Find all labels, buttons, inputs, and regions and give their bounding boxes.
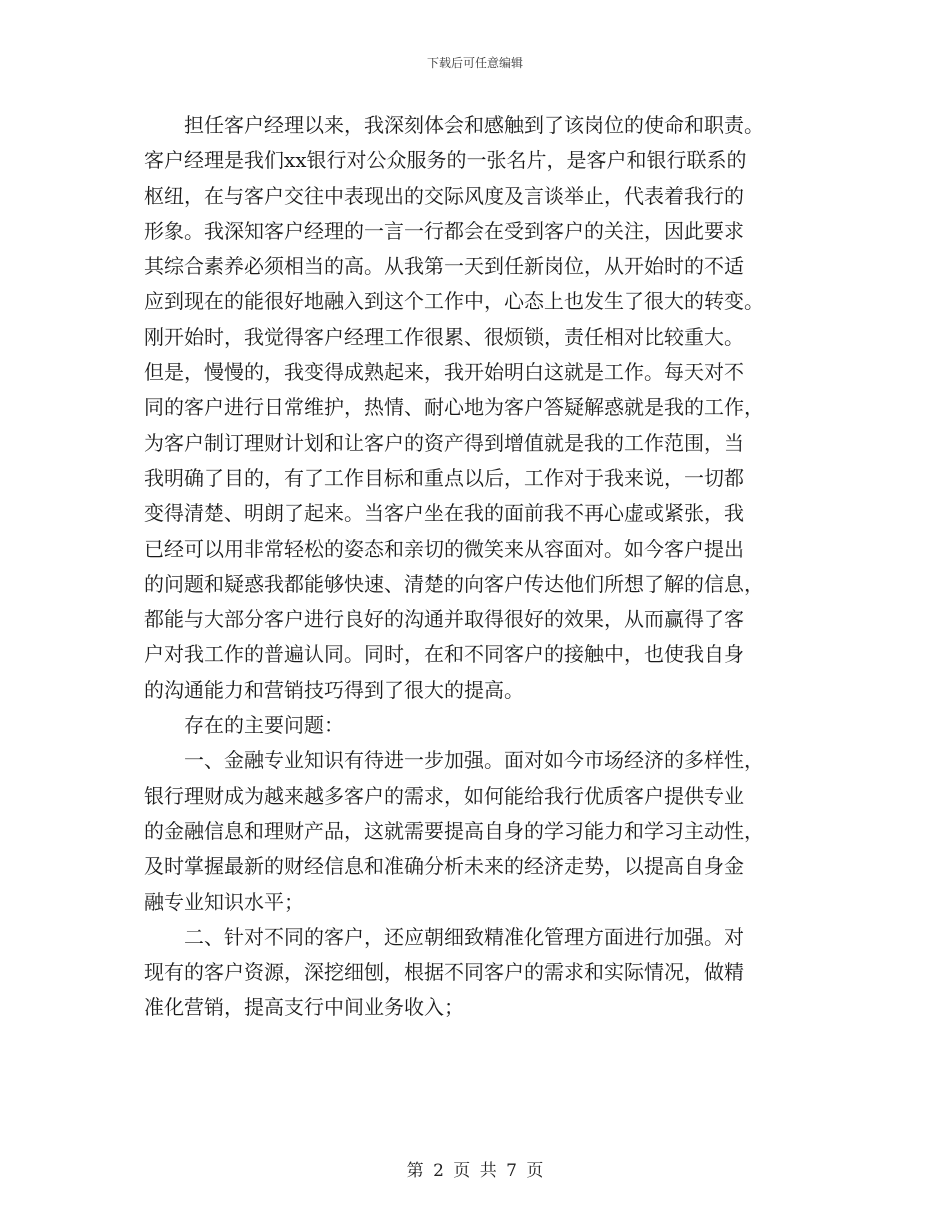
text-line: 我明确了目的，有了工作目标和重点以后，工作对于我来说，一切都 bbox=[144, 465, 744, 490]
text-line: 及时掌握最新的财经信息和准确分析未来的经济走势，以提高自身金 bbox=[144, 854, 744, 879]
text-line: 为客户制订理财计划和让客户的资产得到增值就是我的工作范围，当 bbox=[144, 430, 744, 455]
text-line: 其综合素养必须相当的高。从我第一天到任新岗位，从开始时的不适 bbox=[144, 254, 744, 279]
text-line: 户对我工作的普遍认同。同时，在和不同客户的接触中，也使我自身 bbox=[144, 642, 744, 667]
text-line: 现有的客户资源，深挖细刨，根据不同客户的需求和实际情况，做精 bbox=[144, 960, 744, 985]
text-line: 变得清楚、明朗了起来。当客户坐在我的面前我不再心虚或紧张，我 bbox=[144, 501, 744, 526]
text-line: 都能与大部分客户进行良好的沟通并取得很好的效果，从而赢得了客 bbox=[144, 607, 744, 632]
text-line: 准化营销，提高支行中间业务收入； bbox=[144, 995, 464, 1020]
text-line: 刚开始时，我觉得客户经理工作很累、很烦锁，责任相对比较重大。 bbox=[144, 324, 744, 349]
text-line: 已经可以用非常轻松的姿态和亲切的微笑来从容面对。如今客户提出 bbox=[144, 536, 744, 561]
text-line: 的问题和疑惑我都能够快速、清楚的向客户传达他们所想了解的信息， bbox=[144, 571, 764, 596]
page-header-note: 下载后可任意编辑 bbox=[426, 56, 523, 70]
text-line: 银行理财成为越来越多客户的需求，如何能给我行优质客户提供专业 bbox=[144, 783, 744, 808]
text-line: 的沟通能力和营销技巧得到了很大的提高。 bbox=[144, 677, 524, 702]
text-line: 二、针对不同的客户，还应朝细致精准化管理方面进行加强。对 bbox=[144, 924, 744, 949]
text-line: 但是，慢慢的，我变得成熟起来，我开始明白这就是工作。每天对不 bbox=[144, 360, 744, 385]
document-body bbox=[144, 108, 814, 1026]
text-line: 的金融信息和理财产品，这就需要提高自身的学习能力和学习主动性， bbox=[144, 818, 764, 843]
section-heading: 存在的主要问题： bbox=[144, 713, 344, 738]
text-line: 担任客户经理以来，我深刻体会和感触到了该岗位的使命和职责。 bbox=[144, 113, 764, 137]
text-line: 应到现在的能很好地融入到这个工作中，心态上也发生了很大的转变。 bbox=[144, 289, 764, 314]
text-line: 形象。我深知客户经理的一言一行都会在受到客户的关注，因此要求 bbox=[144, 218, 744, 243]
text-line: 枢纽，在与客户交往中表现出的交际风度及言谈举止，代表着我行的 bbox=[144, 183, 744, 208]
text-line: 客户经理是我们xx银行对公众服务的一张名片，是客户和银行联系的 bbox=[144, 148, 747, 173]
text-line: 融专业知识水平； bbox=[144, 889, 304, 914]
text-line: 一、金融专业知识有待进一步加强。面对如今市场经济的多样性， bbox=[144, 748, 764, 773]
page-number: 第 2 页 共 7 页 bbox=[406, 1161, 544, 1181]
text-line: 同的客户进行日常维护，热情、耐心地为客户答疑解惑就是我的工作， bbox=[144, 395, 764, 420]
